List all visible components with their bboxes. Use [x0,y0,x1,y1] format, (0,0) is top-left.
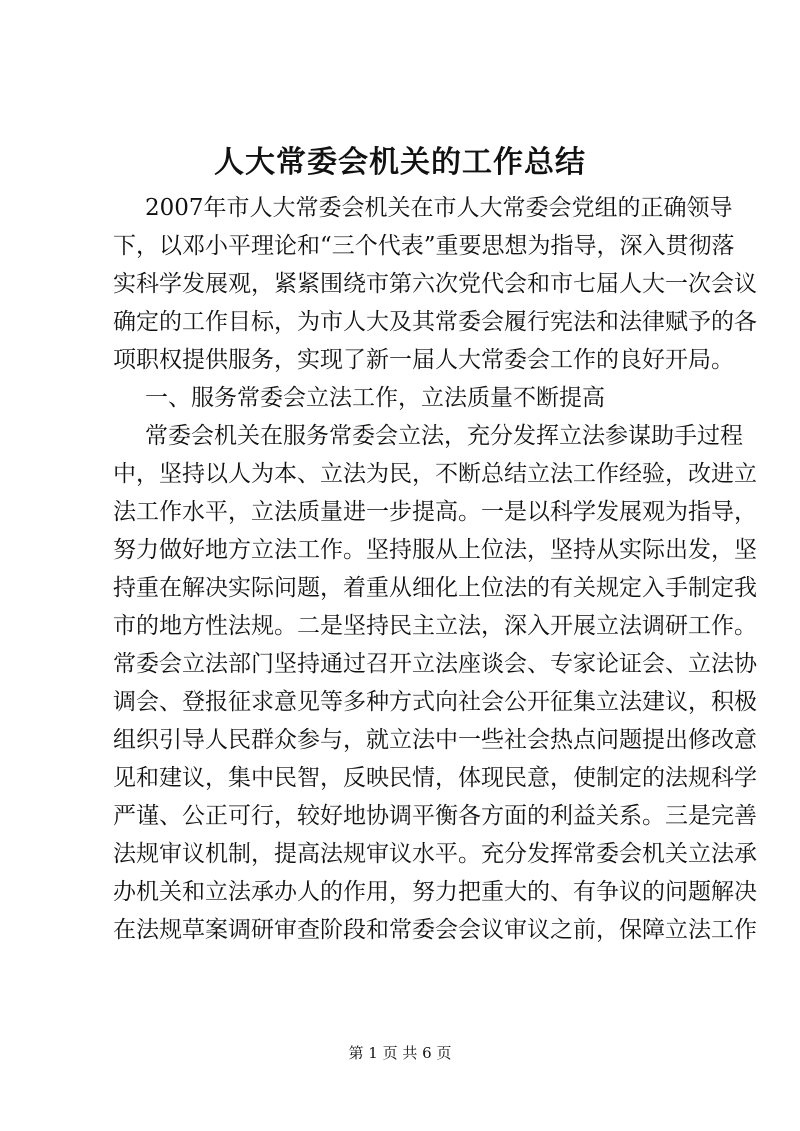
paragraph-1-line-4: 确定的工作目标，为市人大及其常委会履行宪法和法律赋予的各 [113,309,757,335]
paragraph-2-line-5: 持重在解决实际问题，着重从细化上位法的有关规定入手制定我 [113,575,757,601]
paragraph-2-line-6: 市的地方性法规。二是坚持民主立法，深入开展立法调研工作。 [113,613,757,639]
paragraph-2-line-2: 中，坚持以人为本、立法为民，不断总结立法工作经验，改进立 [113,461,757,487]
paragraph-1-line-2: 下，以邓小平理论和“三个代表”重要思想为指导，深入贯彻落 [113,233,735,259]
paragraph-2-line-4: 努力做好地方立法工作。坚持服从上位法，坚持从实际出发，坚 [113,537,757,563]
paragraph-1-line-3: 实科学发展观，紧紧围绕市第六次党代会和市七届人大一次会议 [113,271,757,297]
paragraph-2-line-12: 法规审议机制，提高法规审议水平。充分发挥常委会机关立法承 [113,841,757,867]
page-number-footer: 第 1 页 共 6 页 [348,1044,452,1062]
paragraph-2-line-9: 组织引导人民群众参与，就立法中一些社会热点问题提出修改意 [113,727,757,753]
section-heading-1: 一、服务常委会立法工作，立法质量不断提高 [145,385,605,411]
paragraph-2-line-14: 在法规草案调研审查阶段和常委会会议审议之前，保障立法工作 [113,917,757,943]
paragraph-2-line-8: 调会、登报征求意见等多种方式向社会公开征集立法建议，积极 [113,689,757,715]
paragraph-2-line-1: 常委会机关在服务常委会立法，充分发挥立法参谋助手过程 [145,423,743,449]
paragraph-2-line-3: 法工作水平，立法质量进一步提高。一是以科学发展观为指导， [113,499,757,525]
paragraph-2-line-13: 办机关和立法承办人的作用，努力把重大的、有争议的问题解决 [113,879,757,905]
paragraph-2-line-10: 见和建议，集中民智，反映民情，体现民意，使制定的法规科学 [113,765,757,791]
paragraph-2-line-7: 常委会立法部门坚持通过召开立法座谈会、专家论证会、立法协 [113,651,757,677]
paragraph-1-line-1: 2007年市人大常委会机关在市人大常委会党组的正确领导 [145,195,733,221]
document-title: 人大常委会机关的工作总结 [214,145,586,180]
paragraph-2-line-11: 严谨、公正可行，较好地协调平衡各方面的利益关系。三是完善 [113,803,757,829]
paragraph-1-line-5: 项职权提供服务，实现了新一届人大常委会工作的良好开局。 [113,347,734,373]
